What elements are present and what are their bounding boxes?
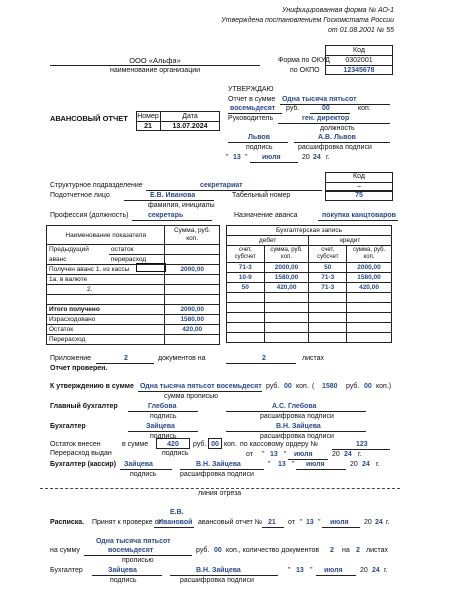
receipt-acct-name: В.Н. Зайцева [196,567,241,574]
approve-sum-words-2: восемьдесят [230,105,276,112]
receipt-label: Расписка. [50,519,85,526]
report-number: 21 [144,123,152,130]
table-row: 50 420,00 71-3 420,00 [227,283,392,293]
head-dec-caption: расшифровка подписи [298,144,372,151]
org-caption: наименование организации [109,67,201,74]
receipt-acct-signature: Зайцева [108,567,137,574]
cash-rub-value: 420 [167,441,179,448]
codes-title: Код [353,47,365,54]
approve-month: июля [262,154,281,161]
approve-sum-words: Одна тысяча пятьсот восемьдесят [140,383,262,390]
approve-title: УТВЕРЖДАЮ [228,86,274,93]
fio-caption: фамилия, инициалы [148,202,215,209]
okpo-label: по ОКПО [290,67,320,74]
cash-order-number: 123 [356,441,368,448]
dept-label: Структурное подразделение [50,182,143,189]
approve-kop-value: 00 [322,105,330,112]
profession-value: секретарь [148,212,184,219]
receipt-acct-label: Бухгалтер [50,567,83,574]
table-row: 71-3 2000,00 50 2000,00 [227,263,392,273]
advance-table: Наименование показателя Сумма, руб. коп. Предыдущий остаток аванс перерасход Получен аванс 1. из кассы 2000,00 1а. в валюте 2. Итого получено 2000,00 Израсходовано 1580,00 Остаток 420,00 Перерасход [46,225,220,345]
position-caption: должность [320,125,355,132]
okpo-code: 12345678 [343,67,375,74]
purpose-label: Назначение аванса [234,212,298,219]
approve-sum-label: Отчет в сумме [228,96,276,103]
chief-label: Главный бухгалтер [50,403,118,410]
tab-label: Табельный номер [232,192,291,199]
acct-label: Бухгалтер [50,423,86,430]
acct-name: В.Н. Зайцева [276,423,321,430]
receipt-sum-label: на сумму [50,547,80,554]
head-label: Руководитель [228,115,274,122]
form-type-line: Унифицированная форма № АО-1 [282,7,394,14]
person-label: Подотчетное лицо [50,192,110,199]
okud-code: 0302001 [345,57,373,64]
receipt-words-1: Одна тысяча пятьсот [96,538,171,545]
org-name: ООО «Альфа» [129,56,181,65]
report-date: 13.07.2024 [172,123,208,130]
okud-label: Форма по ОКУД [278,57,330,64]
head-signature-name: А.В. Львов [318,134,356,141]
dept-value: секретариат [200,182,243,189]
attach-label: Приложение [50,355,92,362]
cashier-label: Бухгалтер (кассир) [50,461,117,468]
receipt-words-2: восемьдесят [108,547,154,554]
form-approval-line: Утверждена постановлением Госкомстата России [221,17,394,24]
receipt-from: Ивановой [158,519,193,526]
approve-rub: руб. [286,105,300,112]
approve-sum-words-1: Одна тысяча пятьсот [282,96,357,103]
cash-kop-value: 00 [211,441,219,448]
person-name: Е.В. Иванова [150,192,196,199]
form-approval-date: от 01.08.2001 № 55 [328,27,394,34]
approve-sum-number: 1580 [322,383,338,390]
advance-report-form: Унифицированная форма № АО-1 Утверждена постановлением Госкомстата России от 01.08.2001 № 55 Код Форма по ОКУД 0302001 по ОКПО 12345678 ООО «Альфа» наименование организации УТВЕРЖДАЮ Отчет в сумме Одна тысяча пятьсот восемьдесят руб. 00 коп. Руководитель ген. директор должность Львов А.В. Львов подпись расшифровка подписи " 13 " июля 20 24 г. АВАНСОВЫЙ ОТЧЕТ Номер Дата 21 13.07.2024 Код – Структурное подразделение секретариат Подотчетное лицо Е.В. Иванова Табельный номер 75 фамилия, инициалы Профессия (должность) секретарь Назначение аванса покупка канцтоваров Наименование показателя Сумма, руб. коп. Предыдущий остаток аванс перерасход Получен аванс 1. из кассы 2000,00 1а. в валюте 2. Итого получено 2000,00 Израсходовано 1580,00 Остаток 420,00 Перерасход Бухгалтерская запись дебет кредит счет, субсчет сумма, руб. коп. счет, субсчет сумма, руб. коп. 71-3 2000,00 50 2000,00 10-9 1580,00 71-3 1580,00 50 420,00 71-3 420,00 Приложение 2 документов на 2 листах Отчет проверен. К утверждению в сумме Одна тысяча пятьсот восемьдесят руб. 00 коп. ( 1580 руб. 00 коп.) сумма прописью Главный бухгалтер Глебова А.С. Глебова подпись расшифровка подписи Бухгалтер Зайцева В.Н. Зайцева подпись расшифровка подписи Остаток внесен Перерасход выдан в сумме 420 руб. 00 коп. по кассовому ордеру № 123 подпись от " 13 " июля 20 24 г. Бухгалтер (кассир) Зайцева В.Н. Зайцева подпись расшифровка подписи " 13 " июля 20 24 г. линия отреза Е.В. Расписка. Принят к проверке от Ивановой авансовый отчет № 21 от " 13 " июля 20 24 г. Одна тысяча пятьсот на сумму восемьдесят руб. 00 коп., количество документов 2 на 2 листах прописью Бухгалтер Зайцева В.Н. Зайцева подпись расшифровка подписи " 13 " июля 20 24 г. [0,0,474,594]
accounting-table: Бухгалтерская запись дебет кредит счет, субсчет сумма, руб. коп. счет, субсчет сумма, руб. коп. 71-3 2000,00 50 2000,00 10-9 1580,00 71-3 1580,00 50 420,00 71-3 420,00 [226,225,392,343]
over-paid-label: Перерасход выдан [50,450,112,457]
receipt-docs: 2 [330,547,334,554]
head-sig-caption: подпись [246,144,273,151]
chief-signature: Глебова [148,403,177,410]
profession-label: Профессия (должность) [50,212,129,219]
purpose-value: покупка канцтоваров [322,212,396,219]
tab-number: 75 [355,192,363,199]
acct-signature: Зайцева [146,423,175,430]
head-position: ген. директор [302,115,350,122]
approve-sum-label-2: К утверждению в сумме [50,383,134,390]
receipt-sheets: 2 [356,547,360,554]
report-checked: Отчет проверен. [50,365,108,372]
attach-sheets: 2 [262,355,266,362]
cut-line-label: линия отреза [198,490,242,497]
head-signature: Львов [248,134,271,141]
rest-paid-label: Остаток внесен [50,441,101,448]
report-title: АВАНСОВЫЙ ОТЧЕТ [50,114,128,123]
attach-count: 2 [124,355,128,362]
cashier-name: В.Н. Зайцева [196,461,241,468]
table-row: 10-9 1580,00 71-3 1580,00 [227,273,392,283]
approve-kop: коп. [358,105,371,112]
approve-year: 24 [313,154,321,161]
chief-name: А.С. Глебова [272,403,317,410]
cashier-signature: Зайцева [124,461,153,468]
receipt-number: 21 [268,519,276,526]
receipt-initials: Е.В. [170,509,184,516]
approve-day: 13 [233,154,241,161]
